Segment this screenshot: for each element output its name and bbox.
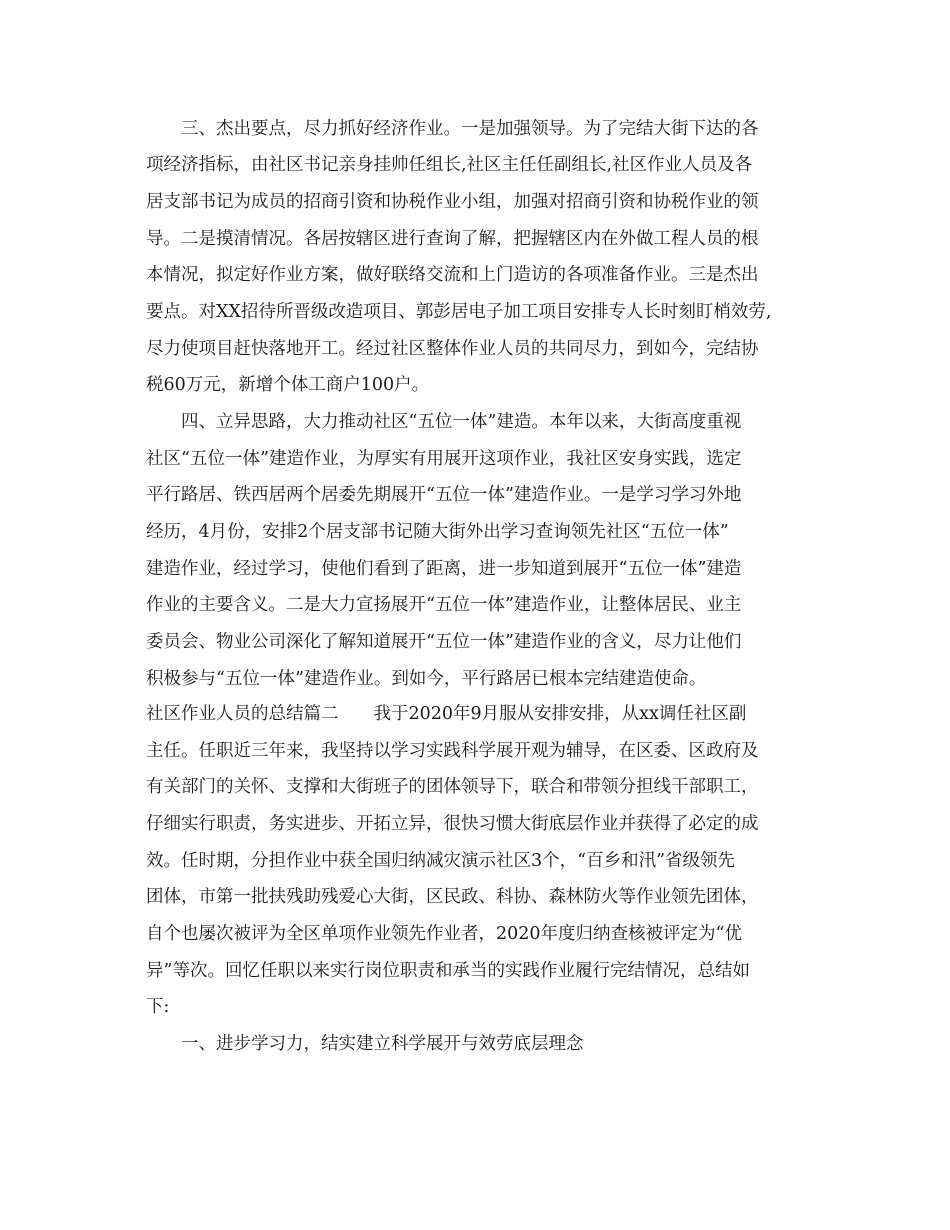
text-line: 导。二是摸清情况。各居按辖区进行查询了解，把握辖区内在外做工程人员的根 (146, 229, 759, 249)
text-line: 团体，市第一批扶残助残爱心大街，区民政、科协、森林防火等作业领先团体， (146, 887, 759, 907)
text-line: 经历，4月份，安排2个居支部书记随大街外出学习查询领先社区“五位一体” (146, 522, 729, 542)
text-line: 社区“五位一体”建造作业，为厚实有用展开这项作业，我社区安身实践，选定 (146, 449, 742, 469)
text-line: 作业的主要含义。二是大力宣扬展开“五位一体”建造作业，让整体居民、业主 (146, 595, 742, 615)
text-line: 尽力使项目赶快落地开工。经过社区整体作业人员的共同尽力，到如今，完结协 (146, 339, 759, 359)
text-line: 委员会、物业公司深化了解知道展开“五位一体”建造作业的含义，尽力让他们 (146, 632, 742, 652)
text-line: 本情况，拟定好作业方案，做好联络交流和上门造访的各项准备作业。三是杰出 (146, 265, 759, 285)
text-line: 四、立异思路，大力推动社区“五位一体”建造。本年以来，大街高度重视 (181, 412, 742, 432)
text-line: 居支部书记为成员的招商引资和协税作业小组，加强对招商引资和协税作业的领 (146, 192, 759, 212)
text-line: 仔细实行职责，务实进步、开拓立异，很快习惯大街底层作业并获得了必定的成 (146, 814, 759, 834)
text-line: 有关部门的关怀、支撑和大街班子的团体领导下，联合和带领分担线干部职工， (146, 777, 759, 797)
text-line: 积极参与“五位一体”建造作业。到如今，平行路居已根本完结建造使命。 (146, 669, 707, 689)
text-line: 建造作业，经过学习，使他们看到了距离，进一步知道到展开“五位一体”建造 (146, 559, 742, 579)
text-line: 三、杰出要点，尽力抓好经济作业。一是加强领导。为了完结大街下达的各 (181, 119, 759, 139)
text-line: 要点。对XX招待所晋级改造项目、郭彭居电子加工项目安排专人长时刻盯梢效劳, (146, 302, 772, 322)
text-line: 异”等次。回忆任职以来实行岗位职责和承当的实践作业履行完结情况，总结如 (146, 961, 750, 981)
text-line: 平行路居、铁西居两个居委先期展开“五位一体”建造作业。一是学习学习外地 (146, 485, 742, 505)
text-line: 自个也屡次被评为全区单项作业领先作业者，2020年度归纳查核被评定为“优 (146, 924, 742, 944)
text-line: 税60万元，新增个体工商户100户。 (146, 375, 430, 395)
section-heading-line: 社区作业人员的总结篇二 我于2020年9月服从安排安排，从xx调任社区副 (146, 704, 747, 724)
text-line: 下: (146, 997, 170, 1017)
text-line: 主任。任职近三年来，我坚持以学习实践科学展开观为辅导，在区委、区政府及 (146, 741, 759, 761)
text-line: 一、进步学习力，结实建立科学展开与效劳底层理念 (181, 1034, 584, 1054)
text-line: 效。任时期，分担作业中获全国归纳减灾演示社区3个，“百乡和汛”省级领先 (146, 851, 736, 871)
text-line: 项经济指标，由社区书记亲身挂帅任组长,社区主任任副组长,社区作业人员及各 (146, 155, 753, 175)
